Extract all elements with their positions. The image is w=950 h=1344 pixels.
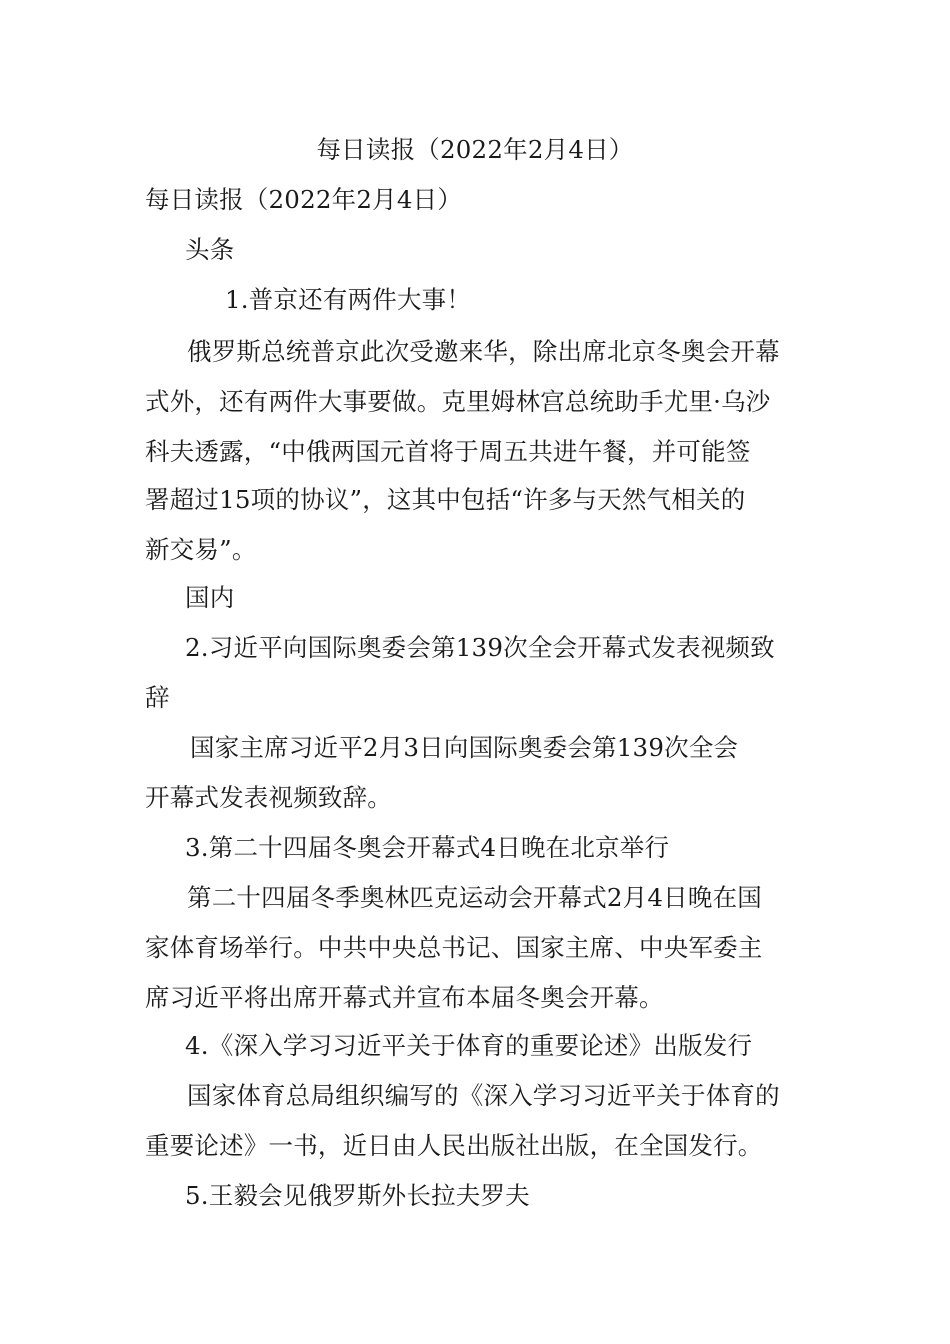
item1-body-line: 式外，还有两件大事要做。克里姆林宫总统助手尤里·乌沙 [145,387,771,416]
item1-body-line: 俄罗斯总统普京此次受邀来华，除出席北京冬奥会开幕 [187,337,780,366]
item4-title: 4.《深入学习习近平关于体育的重要论述》出版发行 [185,1031,753,1060]
section-domestic: 国内 [185,583,235,612]
document-title: 每日读报（2022年2月4日） [316,135,634,164]
item3-body-line: 席习近平将出席开幕式并宣布本届冬奥会开幕。 [145,983,664,1012]
item1-body-line: 新交易”。 [145,535,257,564]
item1-body-line: 署超过15项的协议”，这其中包括“许多与天然气相关的 [145,485,746,514]
item4-body-line: 国家体育总局组织编写的《深入学习习近平关于体育的 [187,1081,780,1110]
item2-body-line: 开幕式发表视频致辞。 [145,783,392,812]
item2-body-line: 国家主席习近平2月3日向国际奥委会第139次全会 [190,733,739,762]
item3-body-line: 第二十四届冬季奥林匹克运动会开幕式2月4日晚在国 [187,883,762,912]
item1-body-line: 科夫透露，“中俄两国元首将于周五共进午餐，并可能签 [145,437,751,466]
item3-title: 3.第二十四届冬奥会开幕式4日晚在北京举行 [185,833,670,862]
item2-title-cont: 辞 [145,683,170,712]
section-headline: 头条 [185,235,235,264]
item2-title: 2.习近平向国际奥委会第139次全会开幕式发表视频致 [185,633,775,662]
item4-body-line: 重要论述》一书，近日由人民出版社出版，在全国发行。 [145,1131,763,1160]
item3-body-line: 家体育场举行。中共中央总书记、国家主席、中央军委主 [145,933,763,962]
item1-title: 1.普京还有两件大事！ [225,285,472,314]
item5-title: 5.王毅会见俄罗斯外长拉夫罗夫 [185,1181,530,1210]
document-subtitle: 每日读报（2022年2月4日） [145,185,463,214]
